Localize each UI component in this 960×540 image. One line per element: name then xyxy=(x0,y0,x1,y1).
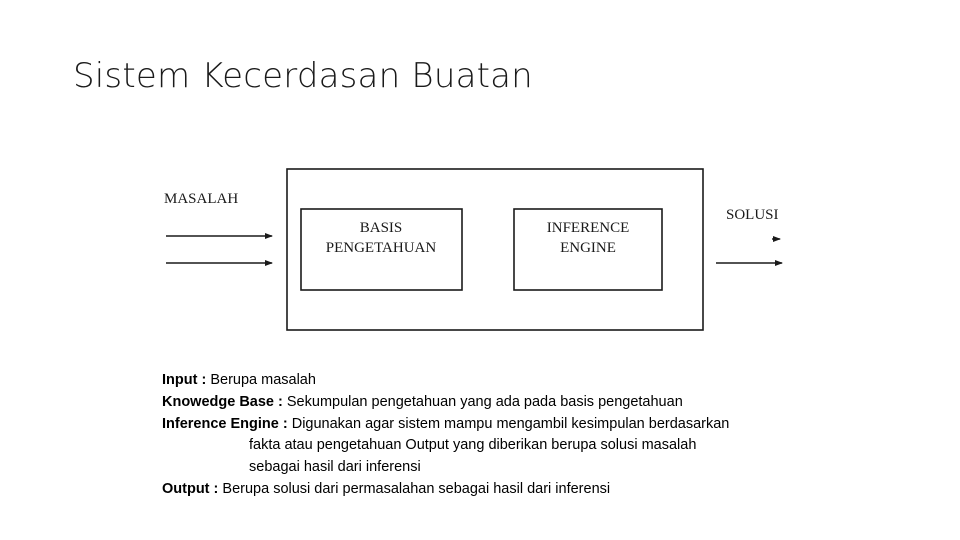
definition-term: Output : xyxy=(162,480,219,497)
definition-input xyxy=(162,370,822,392)
definition-term: Inference Engine : xyxy=(162,415,288,432)
definitions-list xyxy=(162,370,822,501)
definition-continuation: sebagai hasil dari inferensi xyxy=(249,459,421,476)
ai-system-diagram xyxy=(150,160,810,340)
inference-engine-label-line1: INFERENCE xyxy=(546,220,630,236)
output-label: SOLUSI xyxy=(726,207,779,223)
definition-term: Knowedge Base : xyxy=(162,393,283,410)
definition-text: Berupa masalah xyxy=(210,372,316,388)
definition-text: Berupa solusi dari permasalahan sebagai hasil dari inferensi xyxy=(222,480,611,497)
definition-output xyxy=(162,479,822,501)
inference-engine-label-line2: ENGINE xyxy=(560,240,616,256)
definition-continuation: fakta atau pengetahuan Output yang diberikan berupa solusi masalah xyxy=(249,437,697,454)
knowledge-base-label-line1: BASIS xyxy=(359,220,403,236)
definition-text: Digunakan agar sistem mampu mengambil kesimpulan berdasarkan xyxy=(291,415,730,432)
definition-term: Input : xyxy=(162,372,207,388)
slide-title: Sistem Kecerdasan Buatan xyxy=(73,56,533,96)
definition-inference-engine xyxy=(162,414,822,436)
diagram-svg xyxy=(150,160,810,340)
input-label: MASALAH xyxy=(164,191,239,207)
definition-knowledge-base xyxy=(162,392,822,414)
knowledge-base-label-line2: PENGETAHUAN xyxy=(325,240,437,256)
definition-text: Sekumpulan pengetahuan yang ada pada basis pengetahuan xyxy=(286,393,683,410)
